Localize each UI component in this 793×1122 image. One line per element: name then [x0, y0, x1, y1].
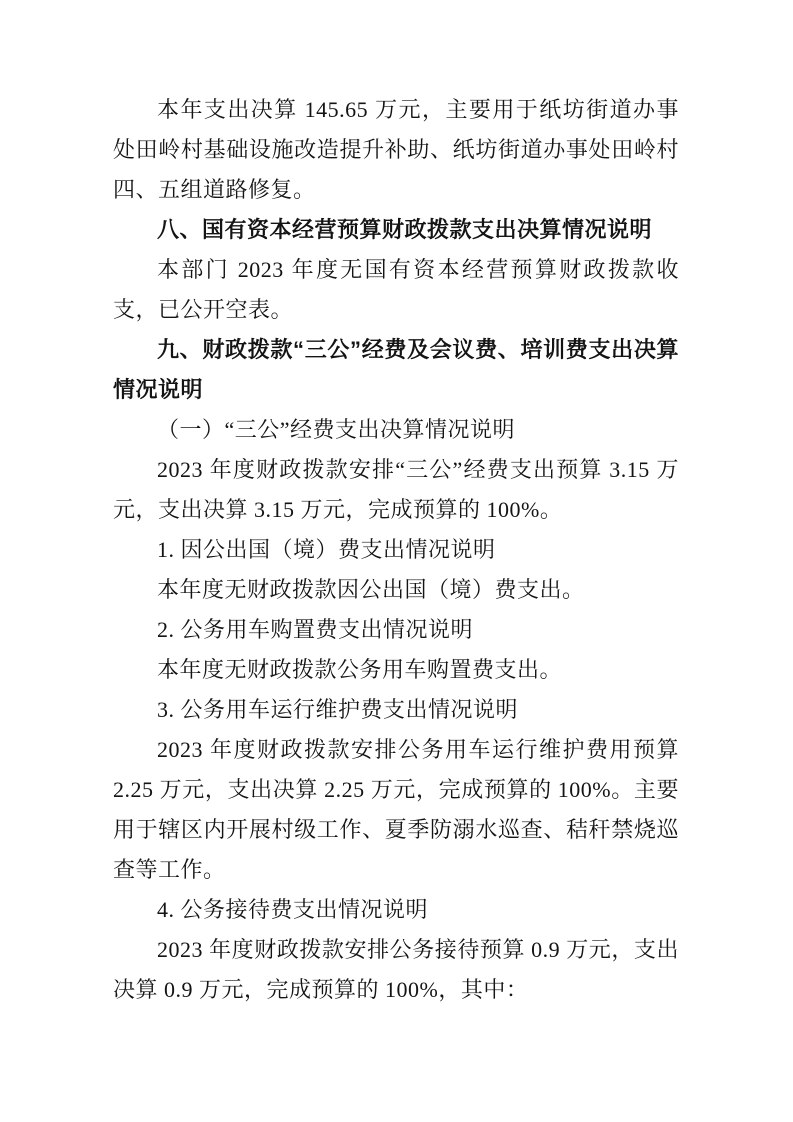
- paragraph-no-state-capital-budget: 本部门 2023 年度无国有资本经营预算财政拨款收支，已公开空表。: [113, 257, 679, 322]
- item-heading-3-vehicle-operation-maintenance: 3. 公务用车运行维护费支出情况说明: [157, 697, 519, 722]
- item-heading-1-overseas-travel: 1. 因公出国（境）费支出情况说明: [157, 537, 496, 562]
- document-content: [113, 90, 679, 1010]
- subsection-heading-1-three-public-settlement: （一）“三公”经费支出决算情况说明: [157, 417, 516, 442]
- paragraph-official-reception-detail: 2023 年度财政拨款安排公务接待预算 0.9 万元，支出决算 0.9 万元，完成预算的 100%，其中：: [113, 937, 679, 1002]
- item-heading-4-official-reception: 4. 公务接待费支出情况说明: [157, 897, 429, 922]
- section-heading-8-state-capital-budget: 八、国有资本经营预算财政拨款支出决算情况说明: [157, 217, 653, 242]
- paragraph-no-vehicle-purchase-expense: 本年度无财政拨款公务用车购置费支出。: [157, 657, 563, 682]
- paragraph-three-public-budget-summary: 2023 年度财政拨款安排“三公”经费支出预算 3.15 万元，支出决算 3.15 万元，完成预算的 100%。: [113, 457, 679, 522]
- paragraph-vehicle-operation-maintenance-detail: 2023 年度财政拨款安排公务用车运行维护费用预算 2.25 万元，支出决算 2.25 万元，完成预算的 100%。主要用于辖区内开展村级工作、夏季防溺水巡查、秸秆禁烧巡查等工作。: [113, 737, 679, 882]
- paragraph-no-overseas-travel-expense: 本年度无财政拨款因公出国（境）费支出。: [157, 577, 585, 602]
- paragraph-current-year-expenditure: 本年支出决算 145.65 万元，主要用于纸坊街道办事处田岭村基础设施改造提升补助、纸坊街道办事处田岭村四、五组道路修复。: [113, 97, 679, 202]
- item-heading-2-vehicle-purchase: 2. 公务用车购置费支出情况说明: [157, 617, 474, 642]
- section-heading-9-three-public-expenses: 九、财政拨款“三公”经费及会议费、培训费支出决算情况说明: [113, 337, 679, 402]
